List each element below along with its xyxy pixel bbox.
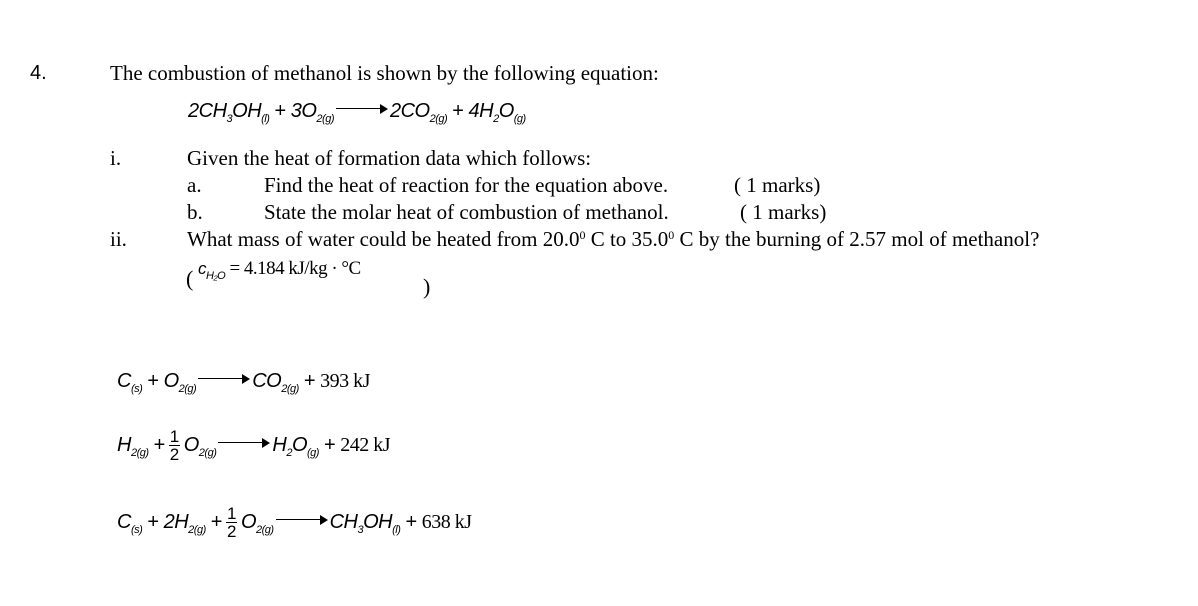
sub-b-label: b. bbox=[187, 200, 203, 224]
reaction-arrow bbox=[276, 515, 328, 525]
formation-reaction-carbon-dioxide: $C_{(s)} + O_{2(g)}$ $CO_{2(g)} + 393$ kJ bbox=[117, 370, 370, 395]
sub-a-text: Find the heat of reaction for the equation above. bbox=[264, 173, 669, 197]
main-equation: $2CH_3OH_{(l)} + 3O_{2(g)}$ $2CO_{2(g)} + 4H_2O_{(g)}$ bbox=[188, 100, 526, 125]
formation-reaction-methanol: $C_{(s)} + 2H_{2(g)}$ + $\frac{1}{2}$ $O_{2(g)}$ $CH_3OH_{(l)} + 638$ kJ bbox=[117, 504, 472, 541]
sub-b-text: State the molar heat of combustion of methanol. bbox=[264, 200, 669, 224]
part-ii-label: ii. bbox=[110, 227, 127, 251]
question-number: 4. bbox=[30, 62, 47, 84]
sub-a-label: a. bbox=[187, 173, 202, 197]
formation-reaction-water: $H_{2(g)}$ + $\frac{1}{2}$ $O_{2(g)}$ $H_2O_{(g)} + 242$ kJ bbox=[117, 427, 391, 464]
reaction-arrow bbox=[336, 104, 388, 114]
sub-b-marks: ( 1 marks) bbox=[740, 200, 827, 224]
close-paren: ) bbox=[423, 274, 431, 299]
one-half-fraction: $\frac{1}{2}$ bbox=[169, 427, 179, 464]
part-i-label: i. bbox=[110, 146, 122, 170]
open-paren: ( bbox=[186, 266, 194, 291]
part-i-text: Given the heat of formation data which follows: bbox=[187, 146, 592, 170]
sub-a-marks: ( 1 marks) bbox=[734, 173, 821, 197]
one-half-fraction: $\frac{1}{2}$ bbox=[226, 504, 236, 541]
part-ii-text: What mass of water could be heated from 20.0$^0$ C to 35.0$^0$ C by the burning of 2.57 mol of methanol? bbox=[187, 227, 1040, 251]
reaction-arrow bbox=[218, 438, 270, 448]
reaction-arrow bbox=[198, 374, 250, 384]
specific-heat: $c_{H_2O} = 4.184$ kJ/kg · °C bbox=[198, 258, 361, 282]
question-intro: The combustion of methanol is shown by the following equation: bbox=[110, 61, 659, 85]
